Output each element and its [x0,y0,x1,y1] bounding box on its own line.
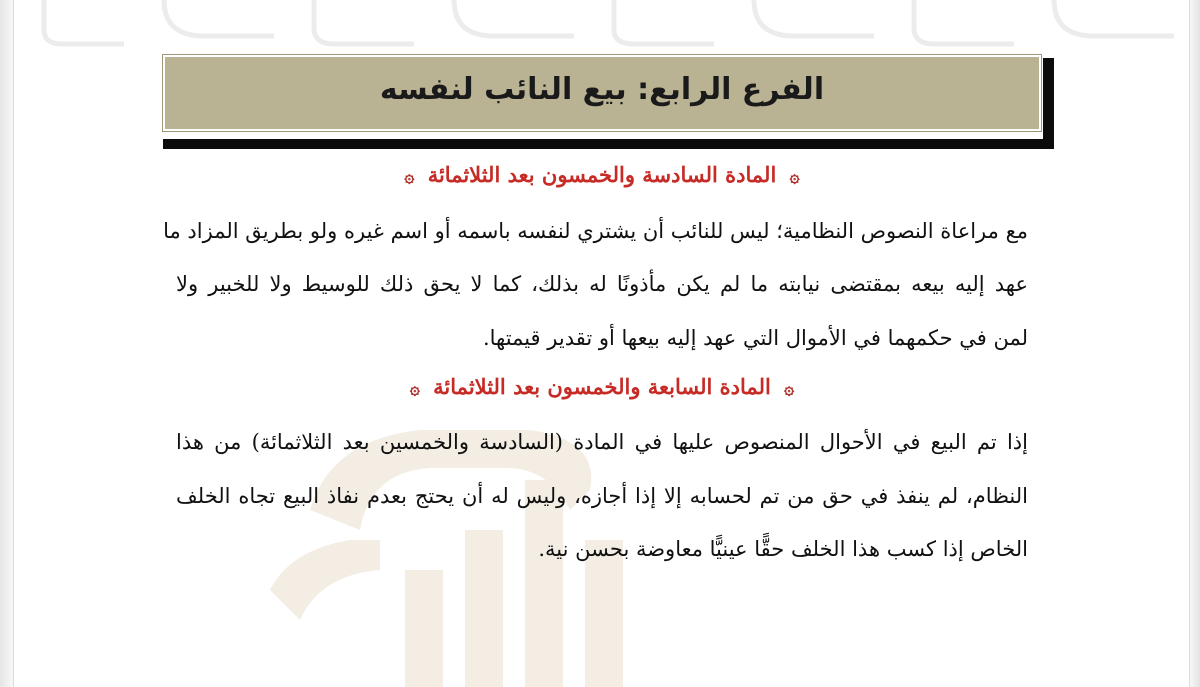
article-heading-text: المادة السادسة والخمسون بعد الثلاثمائة [427,162,777,187]
ornament-icon: ۞ [789,167,800,187]
ornament-icon: ۞ [784,379,795,399]
section-title: الفرع الرابع: بيع النائب لنفسه [379,72,825,107]
article-text-line: النظام، لم ينفذ في حق من تم لحسابه إلا إذا أجازه، وليس له أن يحتج بعدم نفاذ البيع تجاه الخلف [176,484,1028,508]
background-watermark [270,360,770,687]
article-heading [163,162,1041,187]
top-decorative-border [14,0,1189,52]
article-heading [163,374,1041,399]
ornament-icon: ۞ [404,167,415,187]
article-text-line: مع مراعاة النصوص النظامية؛ ليس للنائب أن يشتري لنفسه باسمه أو اسم غيره ولو بطريق المزاد ما [163,219,1028,243]
title-box-shadow-bottom [163,139,1054,149]
article-text-line: عهد إليه بيعه بمقتضى نيابته ما لم يكن مأذونًا له بذلك، كما لا يحق ذلك للوسيط ولا للخبير ولا [176,272,1028,296]
article-text-line: لمن في حكمهما في الأموال التي عهد إليه بيعها أو تقدير قيمتها. [482,326,1028,350]
title-box-shadow-right [1043,58,1054,149]
article-text-line: إذا تم البيع في الأحوال المنصوص عليها في المادة (السادسة والخمسين بعد الثلاثمائة) من هذا [176,430,1028,454]
page-edge-left [0,0,14,687]
page-edge-right [1189,0,1200,687]
article-text-line: الخاص إذا كسب هذا الخلف حقًّا عينيًّا معاوضة بحسن نية. [538,537,1028,561]
ornament-icon: ۞ [409,379,420,399]
article-heading-text: المادة السابعة والخمسون بعد الثلاثمائة [433,374,771,399]
